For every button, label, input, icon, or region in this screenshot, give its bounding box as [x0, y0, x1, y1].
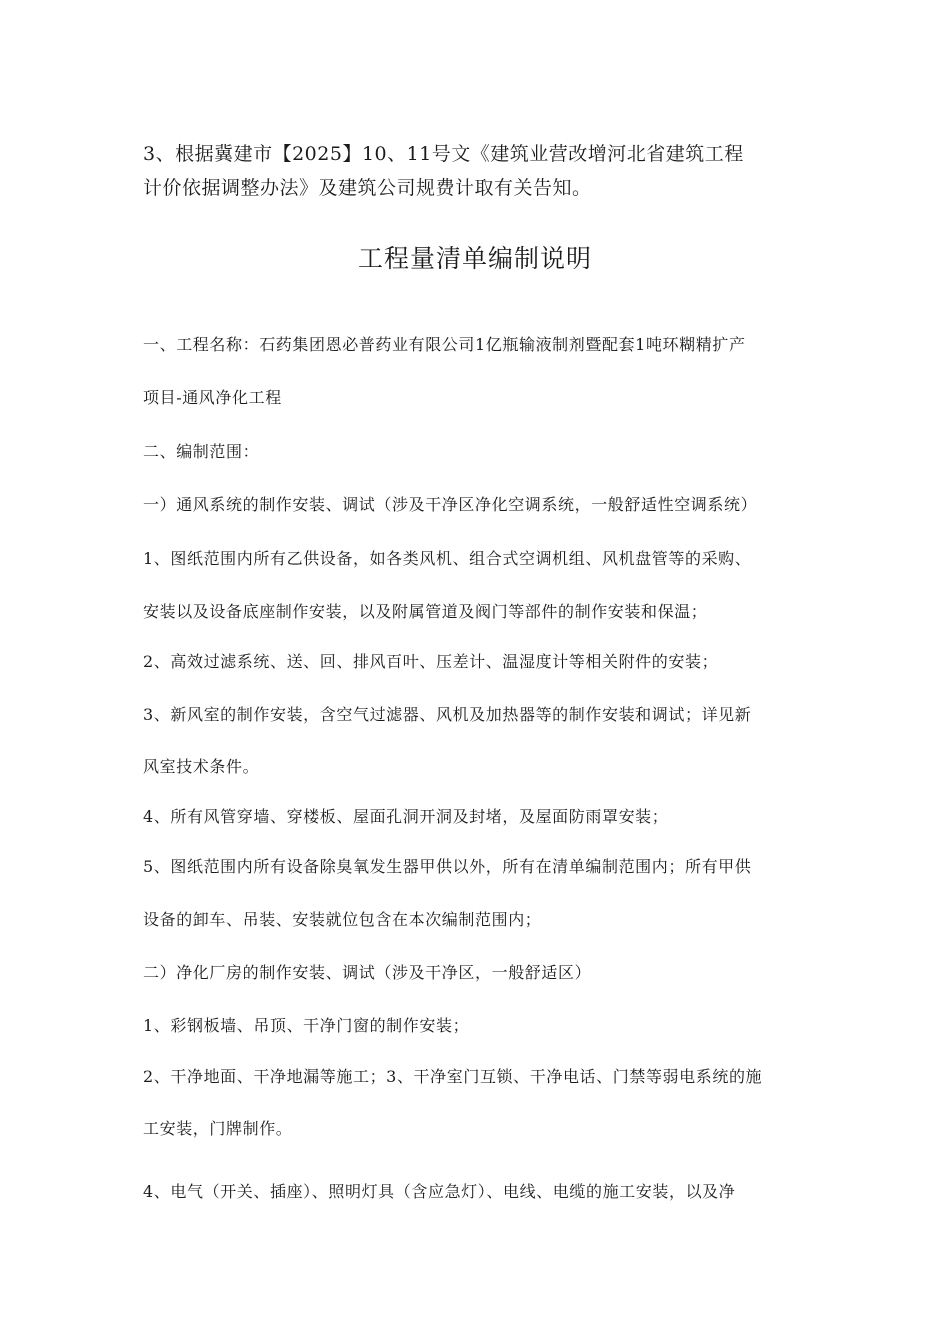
intro-line-1: 3、根据冀建市【2025】10、11号文《建筑业营改增河北省建筑工程	[143, 143, 744, 165]
ventilation-item-5-line-1: 5、图纸范围内所有设备除臭氧发生器甲供以外，所有在清单编制范围内；所有甲供	[143, 857, 752, 876]
ventilation-item-1-line-1: 1、图纸范围内所有乙供设备，如各类风机、组合式空调机组、风机盘管等的采购、	[143, 549, 752, 568]
scope-heading: 二、编制范围：	[143, 442, 260, 461]
ventilation-section-heading: 一）通风系统的制作安装、调试（涉及干净区净化空调系统，一般舒适性空调系统）	[143, 495, 758, 514]
project-name-line-2: 项目-通风净化工程	[143, 388, 282, 407]
cleanroom-item-2-line-2: 工安装，门牌制作。	[143, 1119, 293, 1138]
ventilation-item-1-line-2: 安装以及设备底座制作安装，以及附属管道及阀门等部件的制作安装和保温；	[143, 602, 708, 621]
cleanroom-item-1: 1、彩钢板墙、吊顶、干净门窗的制作安装；	[143, 1016, 470, 1035]
project-name-line-1: 一、工程名称：石药集团恩必普药业有限公司1亿瓶输液制剂暨配套1吨环糊精扩产	[143, 335, 746, 354]
ventilation-item-3-line-2: 风室技术条件。	[143, 757, 260, 776]
ventilation-item-5-line-2: 设备的卸车、吊装、安装就位包含在本次编制范围内；	[143, 910, 542, 929]
cleanroom-item-2-line-1: 2、干净地面、干净地漏等施工；3、干净室门互锁、干净电话、门禁等弱电系统的施	[143, 1067, 763, 1086]
intro-line-2: 计价依据调整办法》及建筑公司规费计取有关告知。	[143, 177, 592, 199]
ventilation-item-3-line-1: 3、新风室的制作安装，含空气过滤器、风机及加热器等的制作安装和调试；详见新	[143, 705, 752, 724]
document-title: 工程量清单编制说明	[357, 244, 592, 273]
cleanroom-item-4-line-1: 4、电气（开关、插座）、照明灯具（含应急灯）、电线、电缆的施工安装，以及净	[143, 1182, 736, 1201]
ventilation-item-4: 4、所有风管穿墙、穿楼板、屋面孔洞开洞及封堵，及屋面防雨罩安装；	[143, 807, 669, 826]
cleanroom-section-heading: 二）净化厂房的制作安装、调试（涉及干净区，一般舒适区）	[143, 963, 592, 982]
ventilation-item-2: 2、高效过滤系统、送、回、排风百叶、压差计、温湿度计等相关附件的安装；	[143, 652, 719, 671]
